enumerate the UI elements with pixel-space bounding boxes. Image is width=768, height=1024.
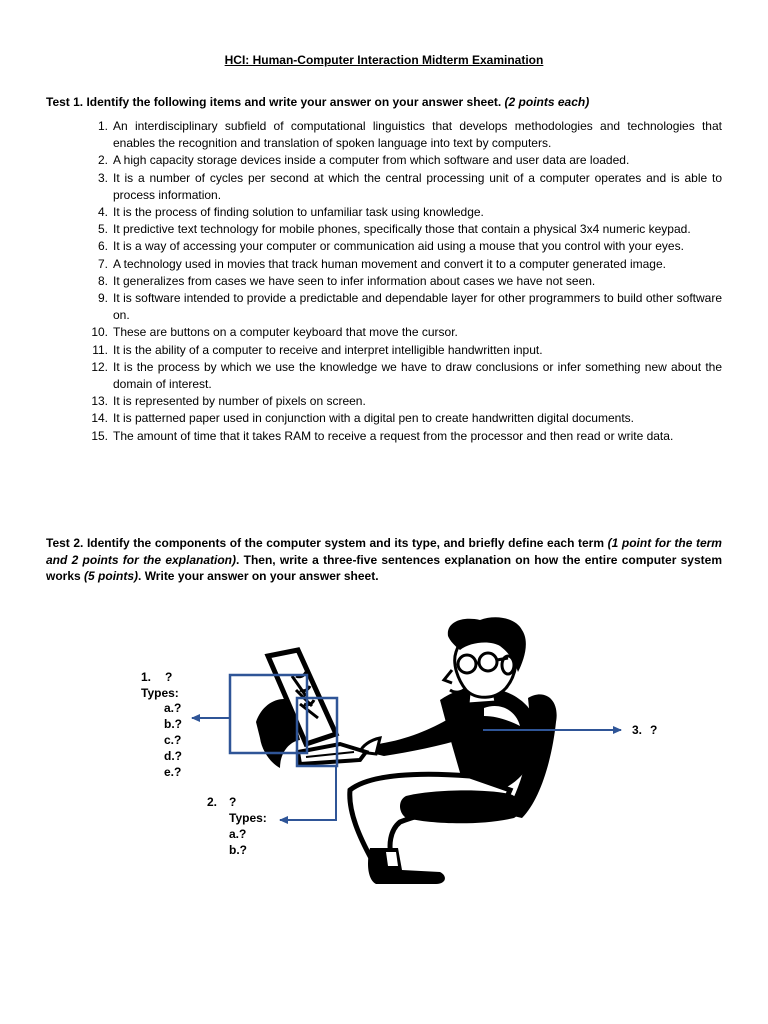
question-text: It is a way of accessing your computer or communication aid using a mouse that you control with your eyes. bbox=[113, 239, 684, 254]
question-number: 2. bbox=[97, 153, 108, 168]
type-item-1a: a.? bbox=[164, 701, 182, 715]
test2-instructions: Test 2. Identify the components of the computer system and its type, and briefly define each term (1 point for the term and 2 points for the explanation). Then, write a three-five sentences explanation on how the entire computer system works (5 points). Write your answer on your answer sheet. bbox=[46, 536, 722, 583]
type-item-1e: e.? bbox=[164, 765, 182, 779]
question-number: 8. bbox=[97, 273, 108, 288]
question-text: It is the process by which we use the knowledge we have to draw conclusions or infer something new about the domain of interest. bbox=[113, 359, 722, 392]
type-item-2b: b.? bbox=[229, 843, 247, 857]
question-number: 7. bbox=[97, 256, 108, 271]
question-text: A high capacity storage devices inside a computer from which software and user data are loaded. bbox=[113, 153, 630, 168]
question-text: It is the process of finding solution to unfamiliar task using knowledge. bbox=[113, 205, 484, 220]
question-number: 15. bbox=[91, 428, 108, 443]
arrow-2 bbox=[280, 766, 336, 820]
exam-title: HCI: Human-Computer Interaction Midterm Examination bbox=[224, 53, 544, 67]
type-item-1d: d.? bbox=[164, 749, 182, 763]
type-item-1b: b.? bbox=[164, 717, 182, 731]
types-label-1: Types: bbox=[141, 686, 179, 700]
question-number: 5. bbox=[97, 222, 108, 237]
question-text: It generalizes from cases we have seen to infer information about cases we have not seen. bbox=[113, 273, 596, 288]
question-text: It is the ability of a computer to receive and interpret intelligible handwritten input. bbox=[113, 342, 543, 357]
question-text: A technology used in movies that track human movement and convert it to a computer generated image. bbox=[113, 256, 666, 271]
type-item-1c: c.? bbox=[164, 733, 182, 747]
question-text: It is represented by number of pixels on screen. bbox=[113, 394, 366, 409]
question-number: 10. bbox=[91, 325, 108, 340]
question-text: It predictive text technology for mobile phones, specifically those that contain a physical 3x4 numeric keypad. bbox=[113, 222, 691, 237]
question-number: 4. bbox=[97, 205, 108, 220]
type-item-2a: a.? bbox=[229, 827, 247, 841]
question-number: 14. bbox=[91, 411, 108, 426]
question-number: 11. bbox=[92, 342, 108, 357]
types-label-2: Types: bbox=[229, 811, 267, 825]
question-number: 6. bbox=[97, 239, 108, 254]
question-number: 1. bbox=[97, 119, 108, 133]
question-text: It is patterned paper used in conjunction with a digital pen to create handwritten digital documents. bbox=[113, 411, 634, 426]
question-text: It is software intended to provide a predictable and dependable layer for other programmers to build other software on. bbox=[113, 291, 722, 323]
question-text: These are buttons on a computer keyboard that move the cursor. bbox=[113, 325, 458, 340]
question-number: 13. bbox=[91, 394, 108, 409]
component-label-2: 2. ? bbox=[207, 795, 237, 809]
question-text: It is a number of cycles per second at which the central processing unit of a computer operates and is able to process information. bbox=[113, 170, 722, 202]
question-number: 9. bbox=[97, 291, 108, 306]
question-text: The amount of time that it takes RAM to receive a request from the processor and then read or write data. bbox=[113, 428, 674, 443]
question-number: 3. bbox=[97, 170, 108, 185]
component-label-1: 1. ? bbox=[141, 670, 173, 684]
test1-instructions: Test 1. Identify the following items and write your answer on your answer sheet. (2 points each) bbox=[46, 95, 590, 109]
component-label-3: 3. ? bbox=[632, 723, 658, 737]
question-text: An interdisciplinary subfield of computational linguistics that develops methodologies and technologies that enables the recognition and translation of spoken language into text by computers. bbox=[113, 119, 722, 151]
question-number: 12. bbox=[91, 359, 108, 374]
